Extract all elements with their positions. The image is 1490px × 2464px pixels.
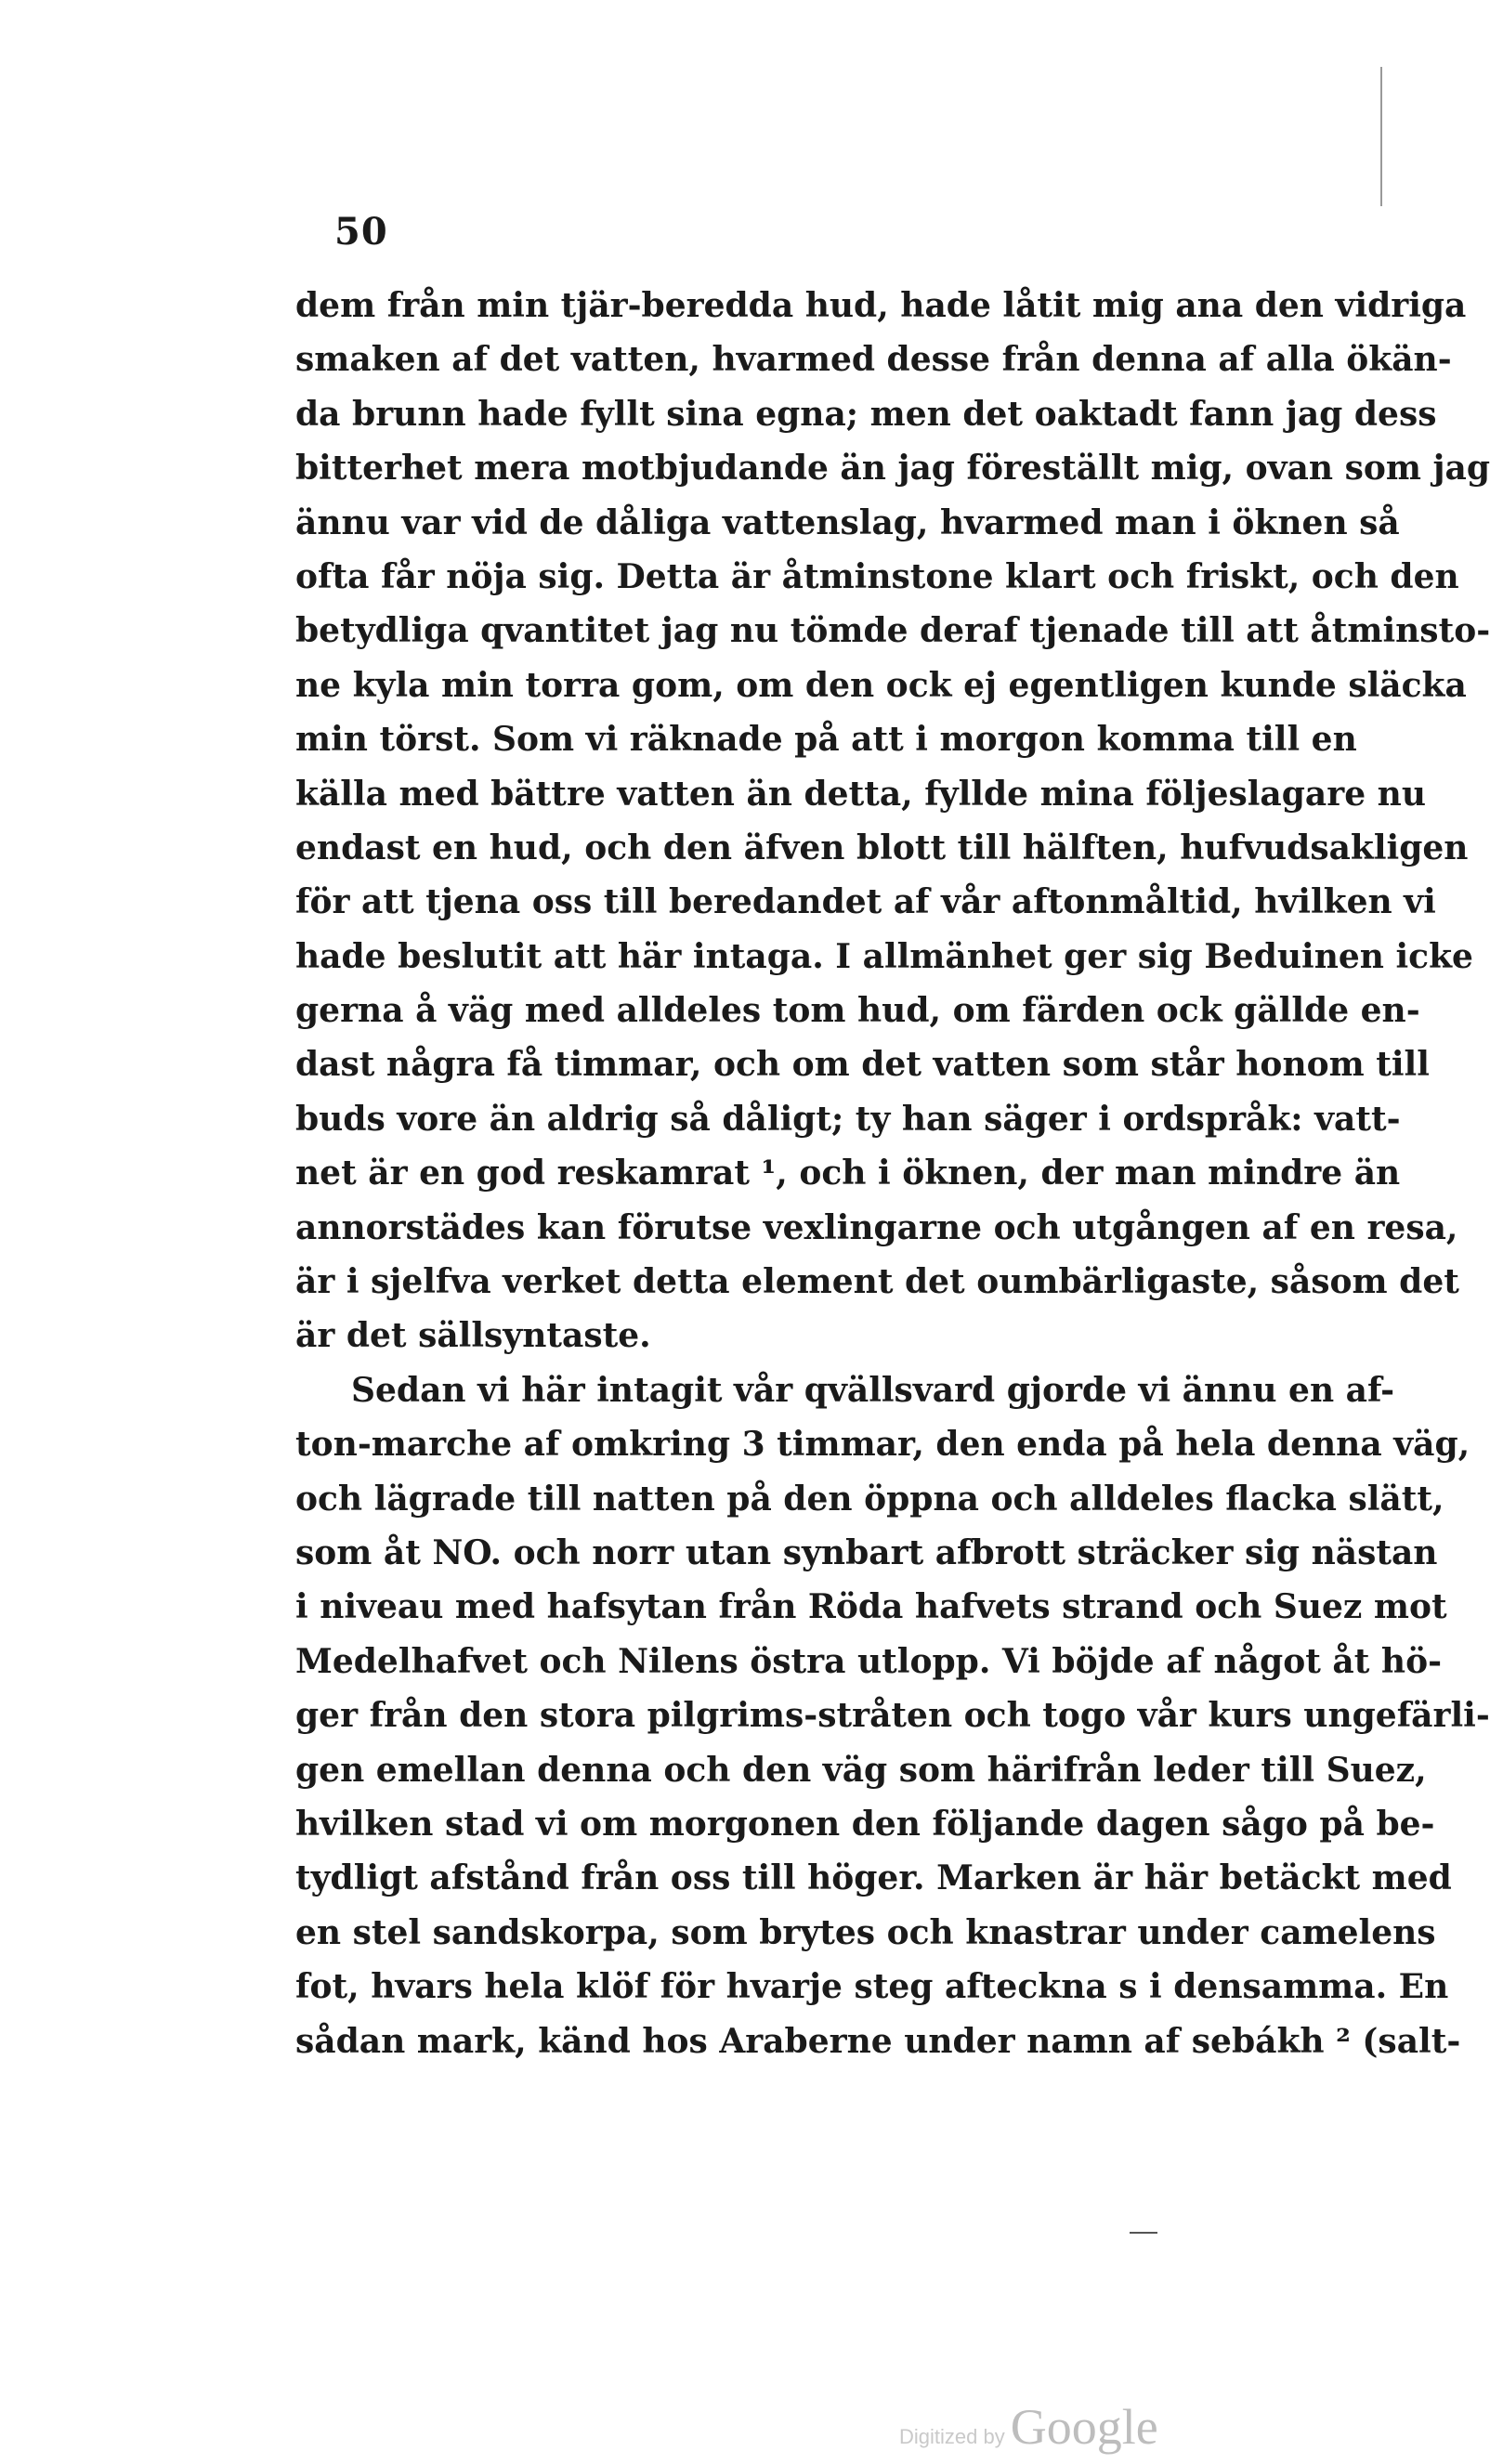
text-line: gerna å väg med alldeles tom hud, om färden ock gällde en-: [295, 991, 1420, 1031]
text-line: är i sjelfva verket detta element det oumbärligaste, såsom det: [295, 1262, 1459, 1302]
text-line: bitterhet mera motbjudande än jag föreställt mig, ovan som jag: [295, 449, 1490, 489]
text-line: da brunn hade fyllt sina egna; men det oaktadt fann jag dess: [295, 394, 1437, 434]
text-line: fot, hvars hela klöf för hvarje steg afteckna s i densamma. En: [295, 1967, 1449, 2007]
body-text: [295, 279, 1490, 2068]
text-line: ton-marche af omkring 3 timmar, den enda på hela denna väg,: [295, 1425, 1470, 1465]
text-line: ger från den stora pilgrims-stråten och togo vår kurs ungefärli-: [295, 1696, 1490, 1736]
text-line: sådan mark, känd hos Araberne under namn af sebákh ² (salt-: [295, 2021, 1461, 2061]
text-line: gen emellan denna och den väg som härifrån leder till Suez,: [295, 1750, 1427, 1790]
text-line: en stel sandskorpa, som brytes och knastrar under camelens: [295, 1912, 1436, 1952]
text-line: och lägrade till natten på den öppna och alldeles flacka slätt,: [295, 1479, 1444, 1519]
text-line: betydliga qvantitet jag nu tömde deraf tjenade till att åtminsto-: [295, 611, 1490, 651]
text-line: som åt NO. och norr utan synbart afbrott sträcker sig nästan: [295, 1532, 1438, 1572]
text-line: annorstädes kan förutse vexlingarne och utgången af en resa,: [295, 1207, 1458, 1247]
text-line: dem från min tjär-beredda hud, hade låtit mig ana den vidriga: [295, 286, 1467, 325]
text-line: hade beslutit att här intaga. I allmänhet ger sig Beduinen icke: [295, 936, 1473, 976]
text-line: ännu var vid de dåliga vattenslag, hvarmed man i öknen så: [295, 502, 1400, 542]
text-line-paragraph-end: är det sällsyntaste.: [295, 1316, 651, 1356]
google-logo: Google: [1010, 2399, 1158, 2455]
text-line: tydligt afstånd från oss till höger. Marken är här betäckt med: [295, 1858, 1452, 1898]
text-line: för att tjena oss till beredandet af vår aftonmåltid, hvilken vi: [295, 882, 1436, 922]
watermark-prefix: Digitized by: [899, 2425, 1005, 2448]
text-line-paragraph-start: Sedan vi här intagit vår qvällsvard gjorde vi ännu en af-: [351, 1370, 1395, 1410]
text-line: hvilken stad vi om morgonen den följande dagen sågo på be-: [295, 1804, 1435, 1844]
text-line: dast några få timmar, och om det vatten som står honom till: [295, 1045, 1430, 1085]
text-line: min törst. Som vi räknade på att i morgon komma till en: [295, 720, 1357, 760]
scan-margin-mark: [1380, 67, 1382, 206]
text-line: källa med bättre vatten än detta, fyllde mina följeslagare nu: [295, 774, 1427, 814]
text-line: endast en hud, och den äfven blott till hälften, hufvudsakligen: [295, 828, 1469, 867]
text-line: ofta får nöja sig. Detta är åtminstone klart och friskt, och den: [295, 556, 1459, 596]
text-line: i niveau med hafsytan från Röda hafvets strand och Suez mot: [295, 1587, 1447, 1627]
text-line: ne kyla min torra gom, om den ock ej egentligen kunde släcka: [295, 665, 1467, 705]
page-number: 50: [334, 210, 388, 254]
footer-rule: [1130, 2232, 1157, 2234]
text-line: Medelhafvet och Nilens östra utlopp. Vi böjde af något åt hö-: [295, 1641, 1443, 1681]
digitized-watermark: [899, 2398, 1158, 2454]
text-line: buds vore än aldrig så dåligt; ty han säger i ordspråk: vatt-: [295, 1099, 1401, 1139]
text-line: net är en god reskamrat ¹, och i öknen, der man mindre än: [295, 1154, 1401, 1193]
text-line: smaken af det vatten, hvarmed desse från denna af alla ökän-: [295, 340, 1452, 380]
